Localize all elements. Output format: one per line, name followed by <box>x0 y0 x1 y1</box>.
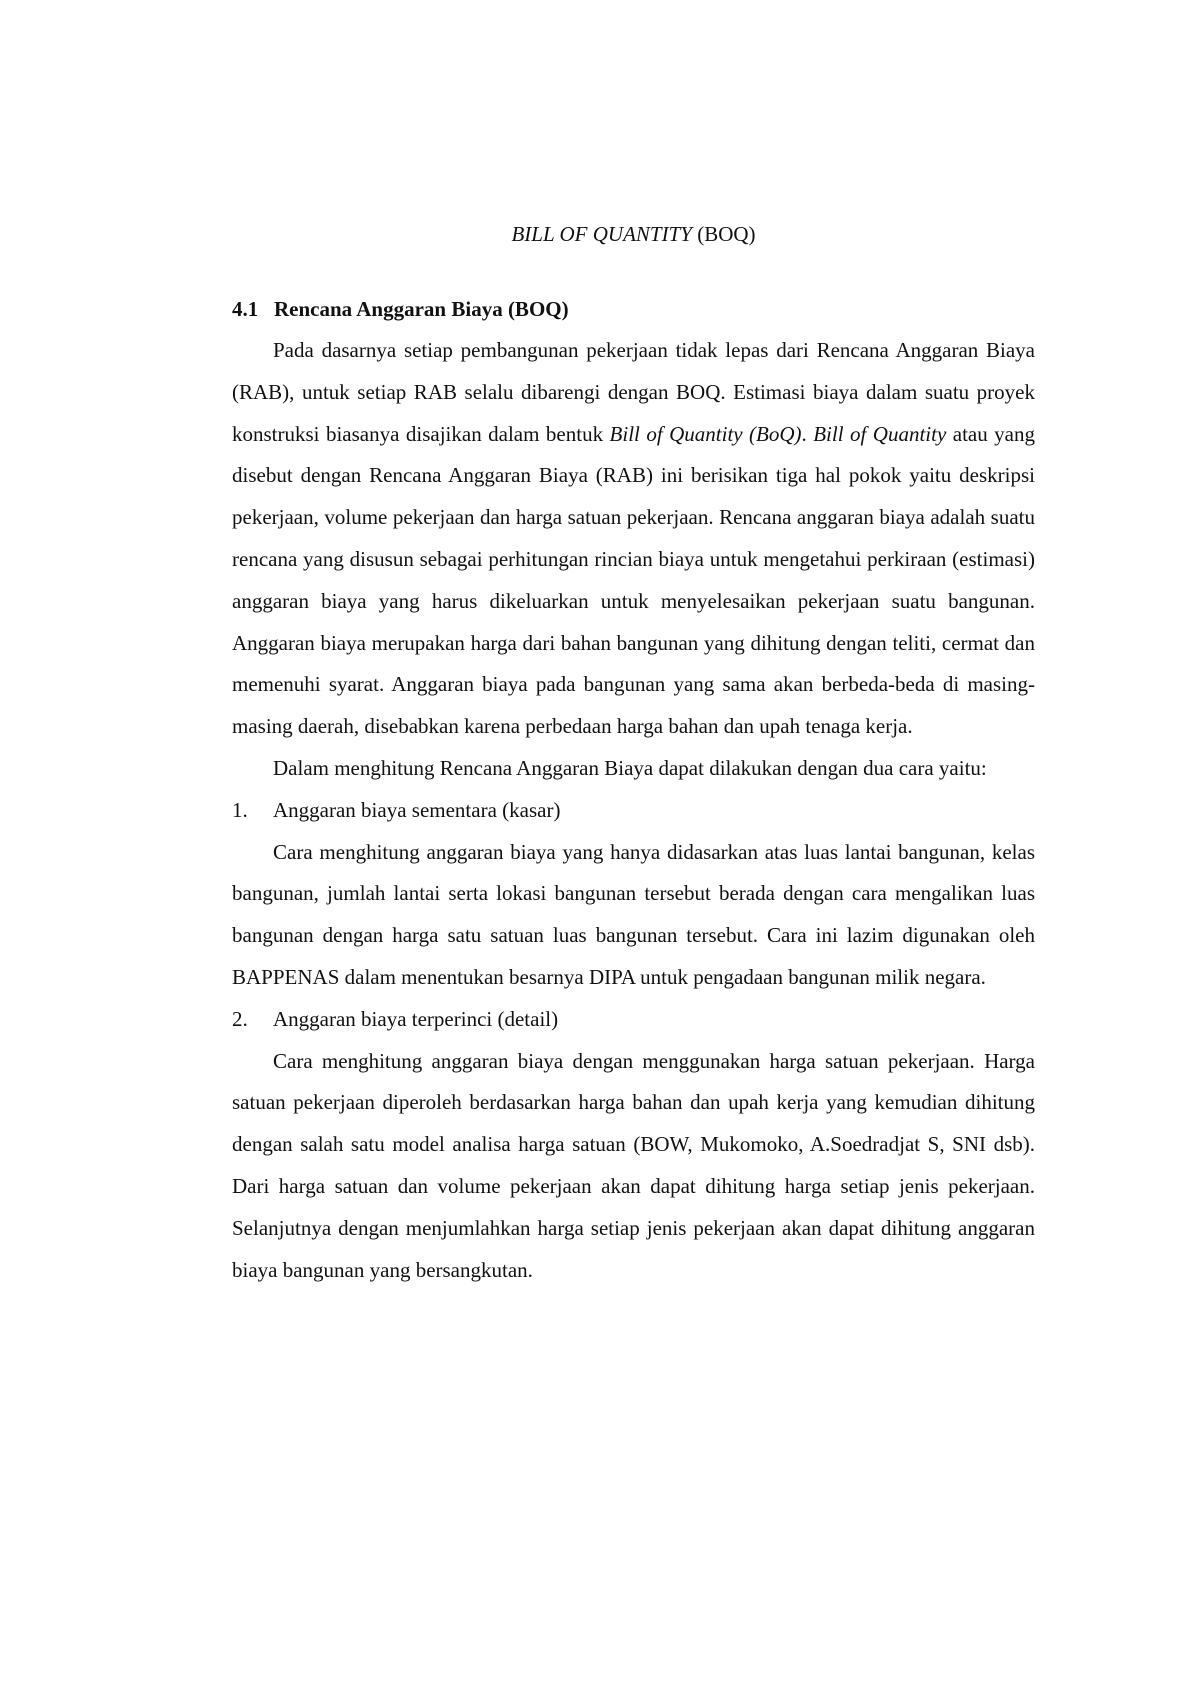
section-title: Rencana Anggaran Biaya (BOQ) <box>274 297 569 321</box>
section-number: 4.1 <box>232 297 259 321</box>
paragraph-intro-part-b: . <box>801 421 814 446</box>
list-item-1 <box>232 790 1035 832</box>
list-item-1-number: 1. <box>232 797 248 822</box>
paragraph-methods: Dalam menghitung Rencana Anggaran Biaya dapat dilakukan dengan dua cara yaitu: <box>273 755 987 780</box>
document-title <box>232 213 1035 255</box>
paragraph-intro-part-a: Pada dasarnya setiap pembangunan pekerjaan tidak lepas dari Rencana Anggaran Biaya (RAB), untuk setiap RAB selalu dibarengi dengan BOQ. Estimasi biaya dalam suatu proyek konstruksi biasanya disajikan dalam bentuk <box>232 338 1035 446</box>
list-item-1-title: Anggaran biaya sementara (kasar) <box>273 797 561 822</box>
paragraph-intro-italic-a: Bill of Quantity (BoQ) <box>609 421 802 446</box>
list-item-2 <box>232 999 1035 1041</box>
section-heading <box>232 288 1035 330</box>
list-item-2-title: Anggaran biaya terperinci (detail) <box>273 1006 559 1031</box>
paragraph-intro-italic-b: Bill of Quantity <box>813 421 947 446</box>
list-item-2-body: Cara menghitung anggaran biaya dengan menggunakan harga satuan pekerjaan. Harga satuan pekerjaan diperoleh berdasarkan harga bahan dan upah kerja yang kemudian dihitung dengan salah satu model analisa harga satuan (BOW, Mukomoko, A.Soedradjat S, SNI dsb). Dari harga satuan dan volume pekerjaan akan dapat dihitung harga setiap jenis pekerjaan. Selanjutnya dengan menjumlahkan harga setiap jenis pekerjaan akan dapat dihitung anggaran biaya bangunan yang bersangkutan. <box>232 1048 1035 1282</box>
list-item-2-number: 2. <box>232 1006 248 1031</box>
title-suffix: (BOQ) <box>691 222 756 246</box>
paragraph-intro-part-c: atau yang disebut dengan Rencana Anggaran Biaya (RAB) ini berisikan tiga hal pokok yaitu deskripsi pekerjaan, volume pekerjaan dan harga satuan pekerjaan. Rencana anggaran biaya adalah suatu rencana yang disusun sebagai perhitungan rincian biaya untuk mengetahui perkiraan (estimasi) anggaran biaya yang harus dikeluarkan untuk menyelesaikan pekerjaan suatu bangunan. Anggaran biaya merupakan harga dari bahan bangunan yang dihitung dengan teliti, cermat dan memenuhi syarat. Anggaran biaya pada bangunan yang sama akan berbeda-beda di masing-masing daerah, disebabkan karena perbedaan harga bahan dan upah tenaga kerja. <box>232 421 1035 739</box>
list-item-1-body: Cara menghitung anggaran biaya yang hanya didasarkan atas luas lantai bangunan, kelas bangunan, jumlah lantai serta lokasi bangunan tersebut berada dengan cara mengalikan luas bangunan dengan harga satu satuan luas bangunan tersebut. Cara ini lazim digunakan oleh BAPPENAS dalam menentukan besarnya DIPA untuk pengadaan bangunan milik negara. <box>232 839 1035 989</box>
title-italic: BILL OF QUANTITY <box>511 222 692 246</box>
paragraph-intro <box>232 330 1035 748</box>
document-content <box>232 213 1035 1291</box>
